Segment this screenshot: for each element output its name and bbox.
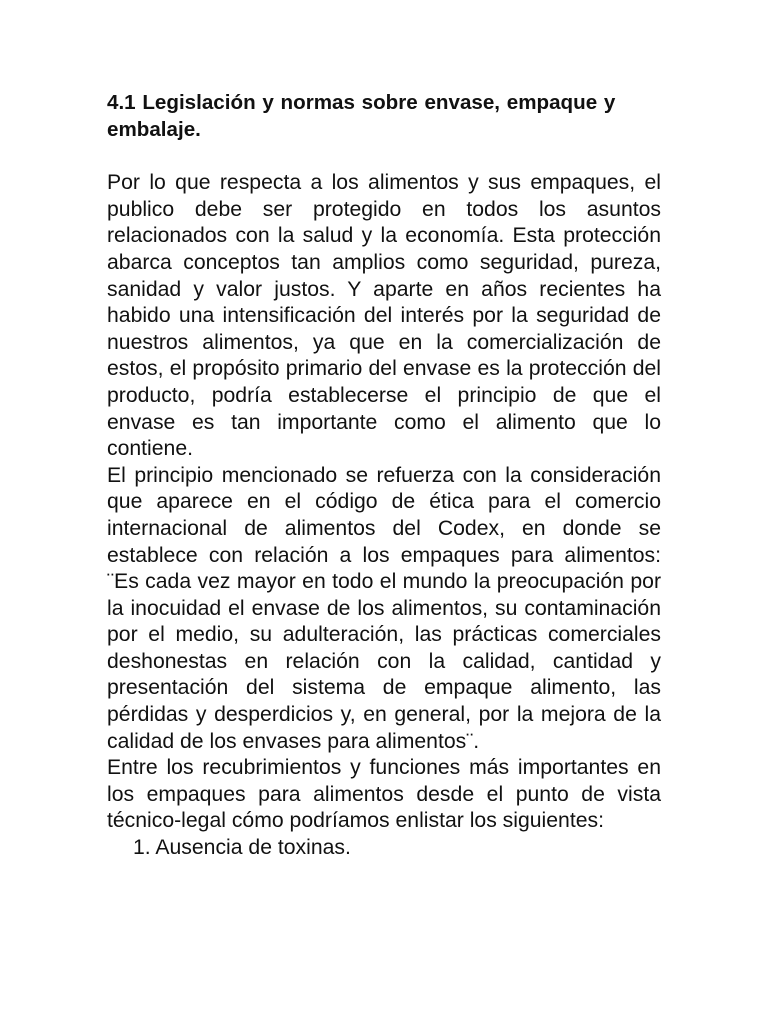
section-heading: 4.1 Legislación y normas sobre envase, empaque y embalaje. [107,91,616,141]
paragraph-intro: Por lo que respecta a los alimentos y sus empaques, el publico debe ser protegido en todos los asuntos relacionados con la salud y la economía. Esta protección abarca conceptos tan amplios como seguridad, pureza, sanidad y valor justos. Y aparte en años recientes ha habido una intensificación del interés por la seguridad de nuestros alimentos, ya que en la comercialización de estos, el propósito primario del envase es la protección del producto, podría establecerse el principio de que el envase es tan importante como el alimento que lo contiene. [107,171,661,461]
list-item: 1. Ausencia de toxinas. [133,836,351,860]
requirements-list [107,835,661,862]
heading-spacer [107,143,661,170]
paragraph-codex: El principio mencionado se refuerza con la consideración que aparece en el código de ética para el comercio internacional de alimentos del Codex, en donde se establece con relación a los empaques para alimentos: ¨Es cada vez mayor en todo el mundo la preocupación por la inocuidad el envase de los alimentos, su contaminación por el medio, su adulteración, las prácticas comerciales deshonestas en relación con la calidad, cantidad y presentación del sistema de empaque alimento, las pérdidas y desperdicios y, en general, por la mejora de la calidad de los envases para alimentos¨. [107,463,661,753]
paragraph-functions: Entre los recubrimientos y funciones más importantes en los empaques para alimentos desde el punto de vista técnico-legal cómo podríamos enlistar los siguientes: [107,756,661,833]
document-page [107,90,661,862]
